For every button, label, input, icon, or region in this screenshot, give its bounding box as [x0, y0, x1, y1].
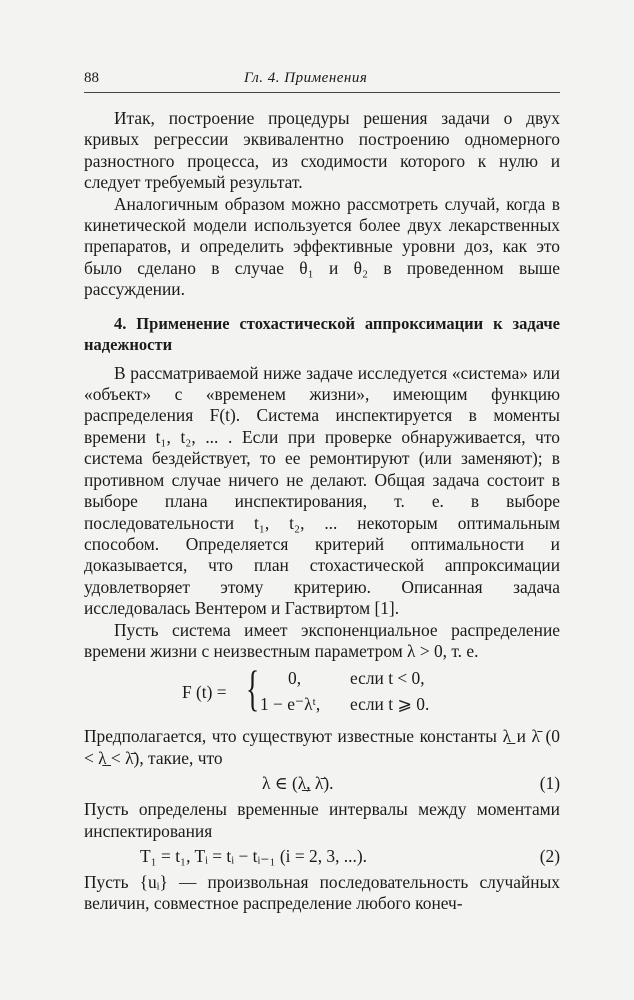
cdf-formula: [84, 660, 560, 722]
equation-1: [84, 769, 560, 799]
paragraph-bounds: Предполагается, что существуют известные константы λ̲ и λ̄ (0 < λ̲ < λ̄), такие, что: [84, 726, 560, 768]
equation-2-text: T₁ = t₁, Tᵢ = tᵢ − tᵢ₋₁ (i = 2, 3, ...).: [140, 845, 367, 866]
section-title: 4. Применение стохастической аппроксимации к задаче надежности: [84, 313, 560, 354]
cdf-case2-value: 1 − e⁻λᵗ,: [260, 694, 321, 715]
equation-2: [84, 842, 560, 872]
cdf-case2-condition: если t ⩾ 0.: [350, 694, 430, 715]
page-header: [84, 66, 560, 93]
cdf-brace: {: [246, 660, 260, 717]
cdf-lhs: F (t) =: [182, 682, 227, 703]
equation-2-number: (2): [539, 845, 560, 866]
cdf-case1-value: 0,: [288, 668, 302, 689]
equation-1-number: (1): [539, 773, 560, 794]
paragraph-analogy: Аналогичным образом можно рассмотреть случай, когда в кинетической модели используется более двух лекарственных препаратов, и определить эффективные уровни доз, как это было сделано в случае θ₁ и θ₂ в проведенном выше рассуждении.: [84, 193, 560, 300]
main-text: [84, 108, 560, 915]
paragraph-reliability-intro: В рассматриваемой ниже задаче исследуется «система» или «объект» с «временем жизни», имеющим функцию распределения F(t). Система инспектируется в моменты времени t₁, t₂, ... . Если при проверке обнаруживается, что система бездействует, то ее ремонтируют (или заменяют); в противном случае ничего не делают. Общая задача состоит в выборе плана инспектирования, т. е. в выборе последовательности t₁, t₂, ... некоторым оптимальным способом. Определяется критерий оптимальности и доказывается, что план стохастической аппроксимации удовлетворяет этому критерию. Описанная задача исследовалась Вентером и Гаствиртом [1].: [84, 362, 560, 619]
paragraph-exponential: Пусть система имеет экспоненциальное распределение времени жизни с неизвестным параметром λ > 0, т. е.: [84, 619, 560, 661]
running-title: Гл. 4. Применения: [244, 70, 368, 86]
paragraph-conclusion: Итак, построение процедуры решения задачи о двух кривых регрессии эквивалентно построению одномерного разностного процесса, из сходимости которого к нулю и следует требуемый результат.: [84, 108, 560, 193]
page-number: 88: [84, 70, 99, 86]
paragraph-intervals: Пусть определены временные интервалы между моментами инспектирования: [84, 799, 560, 841]
cdf-case1-condition: если t < 0,: [350, 668, 425, 689]
equation-1-text: λ ∈ (λ̲, λ̄).: [262, 773, 334, 794]
book-page: [84, 60, 560, 960]
paragraph-random-sequence: Пусть {uᵢ} — произвольная последовательность случайных величин, совместное распределение любого конеч-: [84, 871, 560, 914]
